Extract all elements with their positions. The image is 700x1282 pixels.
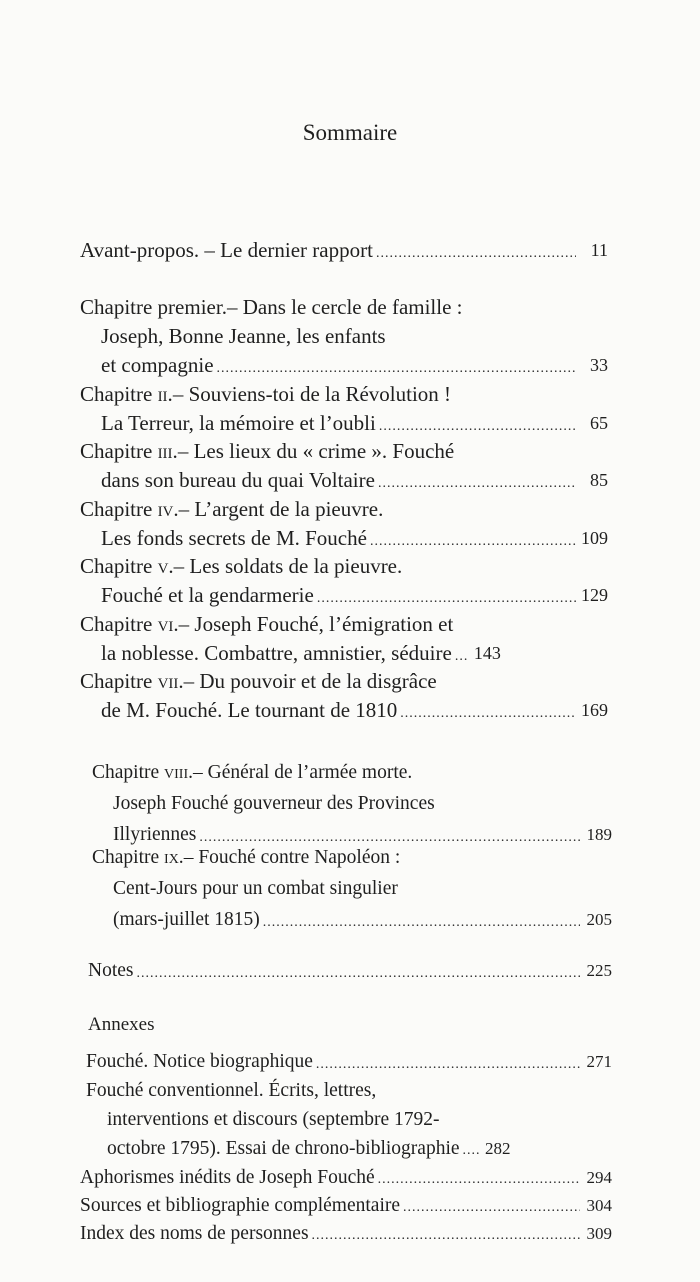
chapter-roman: ii. [157,382,173,406]
page-title: Sommaire [302,120,398,145]
toc-entry-text: – Général de l’armée morte. [193,762,413,783]
toc-entry-notes[interactable] [88,955,612,986]
toc-entry-text: – Souviens-toi de la Révolution ! [172,382,452,406]
toc-entry-text: – Les soldats de la pieuvre. [173,554,403,578]
leader-dots [370,531,576,553]
toc-entry-text: octobre 1795). Essai de chrono-bibliographie [107,1138,460,1159]
toc-entry-text: Fouché conventionnel. Écrits, lettres, [86,1080,377,1101]
leader-dots [378,1168,580,1192]
toc-entry-text: la noblesse. Combattre, amnistier, séduire [101,641,452,665]
page-number: 33 [590,355,608,375]
toc-entry-text: – Joseph Fouché, l’émigration et [178,612,454,636]
leader-dots [217,358,576,380]
chapter-prefix: Chapitre [80,612,153,636]
toc-entry-text: interventions et discours (septembre 1792- [107,1109,440,1130]
chapter-roman: vii. [157,669,184,693]
leader-dots [316,1053,580,1077]
toc-entry-chapitre-7[interactable] [80,667,608,725]
leader-dots [263,911,580,935]
chapter-prefix: Chapitre [92,847,160,868]
toc-entry-text: Les fonds secrets de M. Fouché [101,526,367,550]
page-number: 189 [586,825,612,844]
toc-entry-chapitre-5[interactable] [80,552,608,610]
leader-dots [455,646,469,668]
toc-entry-chapitre-1[interactable] [80,293,608,380]
toc-entry-chapitre-4[interactable] [80,495,608,553]
toc-entry-text: – L’argent de la pieuvre. [178,497,384,521]
toc-entry-text: La Terreur, la mémoire et l’oubli [101,411,376,435]
leader-dots [376,243,576,265]
page-number: 65 [590,413,608,433]
toc-annexe-aphorismes[interactable] [80,1164,612,1192]
toc-entry-text: Aphorismes inédits de Joseph Fouché [80,1167,375,1188]
annexes-heading: Annexes [88,1014,155,1035]
toc-annexe-index[interactable] [80,1220,612,1248]
page-number: 11 [590,240,608,260]
page-number: 309 [586,1224,612,1243]
toc-entry-text: – Du pouvoir et de la disgrâce [183,669,437,693]
chapter-roman: v. [157,554,174,578]
page-number: 109 [581,528,608,548]
page-number: 169 [581,700,608,720]
toc-entry-text: Cent-Jours pour un combat singulier [113,878,398,899]
chapter-prefix: Chapitre premier. [80,295,227,319]
chapter-prefix: Chapitre [80,439,153,463]
toc-entry-chapitre-2[interactable] [80,380,608,438]
chapter-prefix: Chapitre [80,554,153,578]
toc-entry-text: Index des noms de personnes [80,1223,309,1244]
page-number: 129 [581,585,608,605]
toc-annexe-notice[interactable] [86,1046,612,1077]
leader-dots [312,1224,580,1248]
leader-dots [379,416,576,438]
toc-entry-text: Joseph, Bonne Jeanne, les enfants [101,324,386,348]
page-number: 225 [586,961,612,980]
toc-entry-avant-propos[interactable] [80,236,608,265]
toc-annexe-conventionnel[interactable] [86,1076,612,1163]
leader-dots [400,703,576,725]
leader-dots [403,1196,580,1220]
toc-annexe-sources[interactable] [80,1192,612,1220]
toc-entry-text: Notes [88,960,134,981]
page-number: 304 [586,1196,612,1215]
toc-entry-text: Fouché et la gendarmerie [101,583,314,607]
toc-entry-text: de M. Fouché. Le tournant de 1810 [101,698,398,722]
toc-entry-text: Illyriennes [113,824,197,845]
chapter-prefix: Chapitre [80,497,153,521]
toc-entry-text: et compagnie [101,353,214,377]
toc-entry-chapitre-6[interactable] [80,610,608,668]
page-number: 143 [473,643,501,663]
chapter-roman: iv. [157,497,179,521]
toc-entry-chapitre-9[interactable] [92,842,612,935]
toc-entry-chapitre-3[interactable] [80,437,608,495]
toc-entry-text: (mars-juillet 1815) [113,909,260,930]
chapter-roman: iii. [157,439,178,463]
leader-dots [378,473,576,495]
toc-entry-text: – Dans le cercle de famille : [226,295,463,319]
page-number: 85 [590,470,608,490]
leader-dots [137,962,581,986]
chapter-prefix: Chapitre [80,669,153,693]
leader-dots [317,588,576,610]
toc-entry-text: Fouché. Notice biographique [86,1051,313,1072]
chapter-roman: ix. [164,847,184,868]
toc-entry-text: Joseph Fouché gouverneur des Provinces [113,793,435,814]
toc-entry-text: dans son bureau du quai Voltaire [101,468,375,492]
chapter-prefix: Chapitre [80,382,153,406]
toc-entry-text: Avant-propos. – Le dernier rapport [80,238,373,262]
leader-dots [463,1139,479,1163]
chapter-prefix: Chapitre [92,762,160,783]
page-number: 294 [586,1168,612,1187]
toc-entry-text: Sources et bibliographie complémentaire [80,1195,401,1216]
toc-entry-text: – Fouché contre Napoléon : [183,847,401,868]
toc-entry-text: – Les lieux du « crime ». Fouché [177,439,455,463]
chapter-roman: viii. [164,762,194,783]
page-number: 271 [586,1052,612,1071]
page-number: 205 [586,910,612,929]
chapter-roman: vi. [157,612,179,636]
toc-entry-chapitre-8[interactable] [92,757,612,850]
page-number: 282 [485,1139,511,1158]
